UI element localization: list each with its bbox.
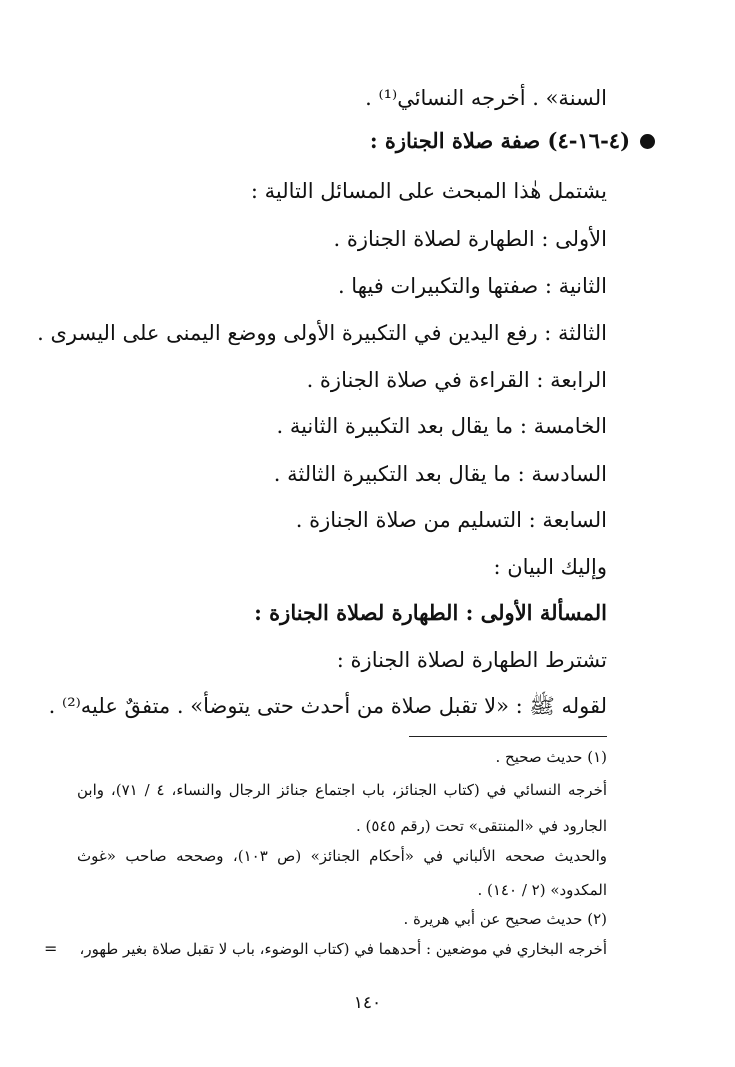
- text-line: الرابعة : القراءة في صلاة الجنازة .: [306, 368, 607, 392]
- footnote-line: المكدود» (٢ / ١٤٠) .: [477, 881, 607, 899]
- section-heading: [275, 126, 655, 158]
- footnote-line: أخرجه البخاري في موضعين : أحدهما في (كتاب الوضوء، باب لا تقبل صلاة بغير طهور،: [79, 940, 607, 958]
- subsection-heading: المسألة الأولى : الطهارة لصلاة الجنازة :: [254, 600, 607, 625]
- footnote-line: (٢) حديث صحيح عن أبي هريرة .: [403, 910, 607, 928]
- text-line: الثالثة : رفع اليدين في التكبيرة الأولى ووضع اليمنى على اليسرى .: [37, 321, 607, 345]
- continuation-mark: =: [44, 939, 58, 958]
- text-line: السابعة : التسليم من صلاة الجنازة .: [295, 508, 607, 532]
- text-line: الخامسة : ما يقال بعد التكبيرة الثانية .: [276, 414, 607, 438]
- text-line: لقوله ﷺ : «لا تقبل صلاة من أحدث حتى يتوضأ» . متفقٌ عليه⁽²⁾ .: [48, 694, 607, 718]
- text-line: يشتمل هٰذا المبحث على المسائل التالية :: [250, 179, 607, 203]
- text-line: الأولى : الطهارة لصلاة الجنازة .: [333, 227, 607, 251]
- footnote-line: الجارود في «المنتقى» تحت (رقم ٥٤٥) .: [356, 817, 607, 835]
- bullet-dot-icon: [640, 134, 655, 149]
- text-line: الثانية : صفتها والتكبيرات فيها .: [337, 274, 607, 298]
- text-line: وإليك البيان :: [493, 555, 607, 579]
- page-number: ١٤٠: [353, 993, 382, 1013]
- footnote-line: (١) حديث صحيح .: [495, 748, 607, 766]
- section-heading-text: (٤-١٦-٤) صفة صلاة الجنازة :: [369, 128, 630, 153]
- text-line: السادسة : ما يقال بعد التكبيرة الثالثة .: [273, 462, 607, 486]
- footnote-separator: [409, 736, 607, 737]
- footnote-line: أخرجه النسائي في (كتاب الجنائز، باب اجتماع جنائز الرجال والنساء، ٤ / ٧١)، وابن: [77, 781, 608, 799]
- footnote-line: والحديث صححه الألباني في «أحكام الجنائز» (ص ١٠٣)، وصححه صاحب «غوث: [77, 847, 607, 865]
- text-line: تشترط الطهارة لصلاة الجنازة :: [336, 648, 607, 672]
- text-line: السنة» . أخرجه النسائي⁽¹⁾ .: [365, 86, 607, 110]
